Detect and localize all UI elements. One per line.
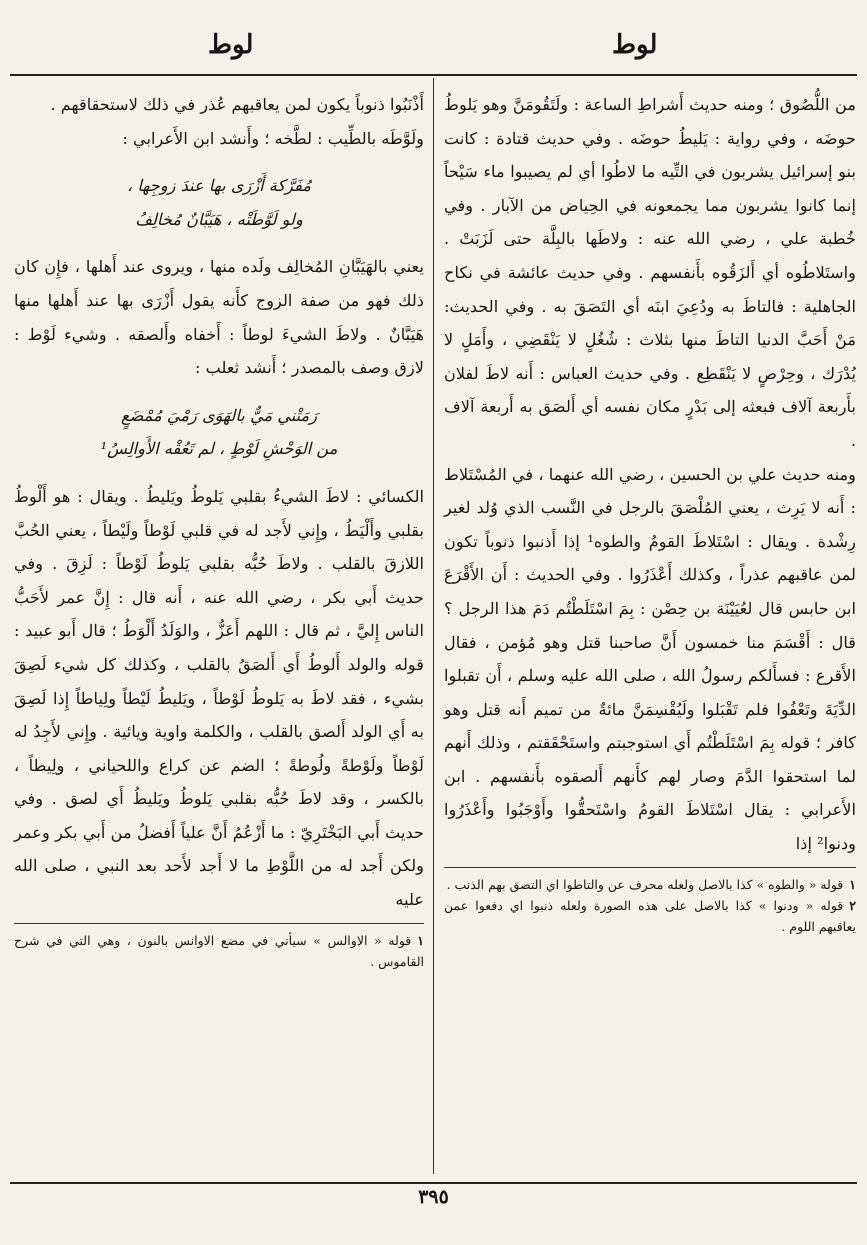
left-footnote-1 bbox=[14, 930, 424, 972]
page-number: ٣٩٥ bbox=[418, 1186, 449, 1208]
right-paragraph-2: ومنه حديث علي بن الحسين ، رضي الله عنهما ، في المُسْتَلاط : أَنه لا يَرِث ، يعني المُلْصَقَ بالرجل في النَّسب الذي وُلد لغير رِشْدة . ويقال : اسْتَلاطَ القومُ والطوه¹ إذا أَذنبوا ذنوباً تكون لمن عاقبهم عذراً ، وكذلك أَعْذَرُوا . وفي الحديث : أَن الأَقْرَعَ ابن حابس قال لعُيَيْنَة بن حِصْن : بِمَ اسْتَلَطْتُم دَمَ هذا الرجل ؟ قال : أَقْسَمَ منا خمسون أَنَّ صاحبنا قتل وهو مُؤمن ، فقال الأَقرع : فسأَلكم رسولُ الله ، صلى الله عليه وسلم ، أَن تقبلوا الدِّيَةَ وتَعْفُوا فلم تَقْبَلوا ولَيُقْسِمَنَّ مائةٌ من تميم أَنه قتل وهو كافر ؛ قوله بِمَ اسْتَلَطْتُم أَي استوجبتم واستَحْقَقتم ، وذلك أَنهم لما استحقوا الدَّمَ وصار لهم كأَنهم أَلصقوه بأَنفسهم . ابن الأَعرابي : يقال اسْتَلاطَ القومُ واسْتَحقُّوا وأَوْجَبُوا وأَعْذَرُوا ودنوا² إذا bbox=[444, 464, 856, 854]
footnote-text: قوله « والطوه » كذا بالاصل ولعله محرف عن والتاطوا اي التصق بهم الذنب . bbox=[446, 876, 844, 892]
left-paragraph-2: ولَوَّطَه بالطِّيب : لطَّخه ؛ وأَنشد ابن الأَعرابي : bbox=[122, 128, 424, 148]
footer-rule bbox=[10, 1182, 857, 1184]
footnote-text: قوله « ودنوا » كذا بالاصل على هذه الصورة ولعله ذنبوا اي دفعوا عمن يعاقبهم اللوم . bbox=[444, 897, 856, 934]
left-paragraph-4: الكسائي : لاطَ الشيءُ بقلبي يَلوطُ ويَليطُ . ويقال : هو أَلْوطُ بقلبي وأَلْيَطُ ، وإِني لأَجد له في قلبي لَوْطاً ولَيْطاً ، يعني الحُبَّ اللازقَ بالقلب . ولاطَ حُبُّه بقلبي يَلوطُ لَوْطاً : لَزِقَ . وفي حديث أَبي بكر ، رضي الله عنه ، أَنه قال : إِنَّ عمر لأَحَبُّ الناس إِليَّ ، ثم قال : اللهم أَعَزُّ ، والوَلَدُ أَلْوَطُ ؛ قال أَبو عبيد : قوله والولد أَلوطُ أَي أَلصَقُ بالقلب ، وكذلك كل شيء لَصِقَ بشيء ، فقد لاطَ به يَلوطُ لَوْطاً ، ويَليطُ لَيْطاً ولِياطاً إِذا لَصِقَ به أَي الولد أَلصق بالقلب ، والكلمة واوية ويائية . وإِني لأَجِدُ له لَوْطاً ولَوْطةً ولُوطةً ؛ الضم عن كراع واللحياني ، ولِيطاً ، بالكسر ، وقد لاطَ حُبُّه بقلبي يَلوطُ ويَليطُ أَي لصق . وفي حديث أَبي البَخْتَرِيّ : ما أَزْعُمُ أَنَّ علياً أَفضلُ من أَبي بكر وعمر ولكن أَجد له من اللَّوْطِ ما لا أَجد لأَحد بعد النبي ، صلى الله عليه bbox=[14, 486, 424, 910]
verse-1-line-2: ولو لَوَّطَتْه ، هَيَبَّانٌ مُخالِفُ bbox=[135, 209, 303, 229]
column-divider bbox=[433, 78, 434, 1174]
left-paragraph-3: يعني بالهَيَبَّانِ المُخالِف ولَده منها ، ويروى عند أَهلها ، فإِن كان ذلك فهو من صفة الزوج كأَنه يقول أَزْرَى بها عند أَهلها منها هَيَبَّانٌ . ولاطَ الشيءَ لوطاً : أَخفاه وأَلصقه . وشيء لَوْط : لازق وصف بالمصدر ؛ أَنشد ثعلب : bbox=[14, 257, 424, 378]
footnote-number: ٢ bbox=[849, 897, 856, 913]
verse-1-line-1: مُفَرَّكة أَزْرَى بها عندَ زوجِها ، bbox=[127, 176, 311, 196]
footnote-number: ١ bbox=[417, 932, 424, 948]
right-footnote-1 bbox=[444, 874, 856, 895]
running-header-right: لوط bbox=[612, 30, 658, 60]
running-header-left: لوط bbox=[208, 30, 254, 60]
footnote-number: ١ bbox=[849, 876, 856, 892]
left-column bbox=[14, 88, 424, 972]
header-rule bbox=[10, 74, 857, 76]
verse-2-line-1: رَمَتْني مَيٌّ بالهَوَى رَمْيَ مُمْضَعٍ bbox=[120, 405, 318, 425]
left-paragraph-1: أَذْنَبُوا ذنوباً يكون لمن يعاقبهم عُذر في ذلك لاستحقاقهم . bbox=[50, 95, 424, 114]
footnote-text: قوله « الاوالس » سيأتي في مضع الاوانس بالنون ، وهي التي في شرح القاموس . bbox=[14, 932, 424, 969]
right-footnote-2 bbox=[444, 895, 856, 937]
right-footnote-rule bbox=[444, 867, 856, 868]
verse-2-line-2: من الوَحْشِ لَوْطٍ ، لم تَعُقْه الأَوالِسُ¹ bbox=[100, 439, 338, 459]
right-column bbox=[444, 88, 856, 937]
left-footnote-rule bbox=[14, 923, 424, 924]
right-paragraph-1: من اللُّصُوق ؛ ومنه حديث أَشراطِ الساعة : ولَتَقُومَنَّ وهو يَلوطُ حوضَه ، وفي رواية : يَليطُ حوضَه . وفي حديث قتادة : كانت بنو إسرائيل يشربون في التِّيه ما لاطُوا أي لم يصيبوا ماء سَيْحاً إنما كانوا يشربون مما يجمعونه في الحِياض من الآبار . وفي خُطبة علي ، رضي الله عنه : ولاطَها بالبِلَّة حتى لَزَبَتْ . واستَلاطُوه أي أَلزَقُوه بأَنفسهم . وفي حديث عائشة في نكاح الجاهلية : فالتاطَ به ودُعِيَ ابنَه أي التَصَقَ به . وفي الحديث: مَنْ أَحَبَّ الدنيا التاطَ منها بثلاث : شُغُلٍ لا يَنْقَضِي ، وأَمَلٍ لا يُدْرَك ، وحِرْصٍ لا يَنْقَطِع . وفي حديث العباس : أَنه لاطَ لفلان بأَربعة آلاف فبعثه إلى بَدْرٍ مكان نفسه أي أَلصَق به أَربعة آلاف . bbox=[444, 95, 856, 450]
